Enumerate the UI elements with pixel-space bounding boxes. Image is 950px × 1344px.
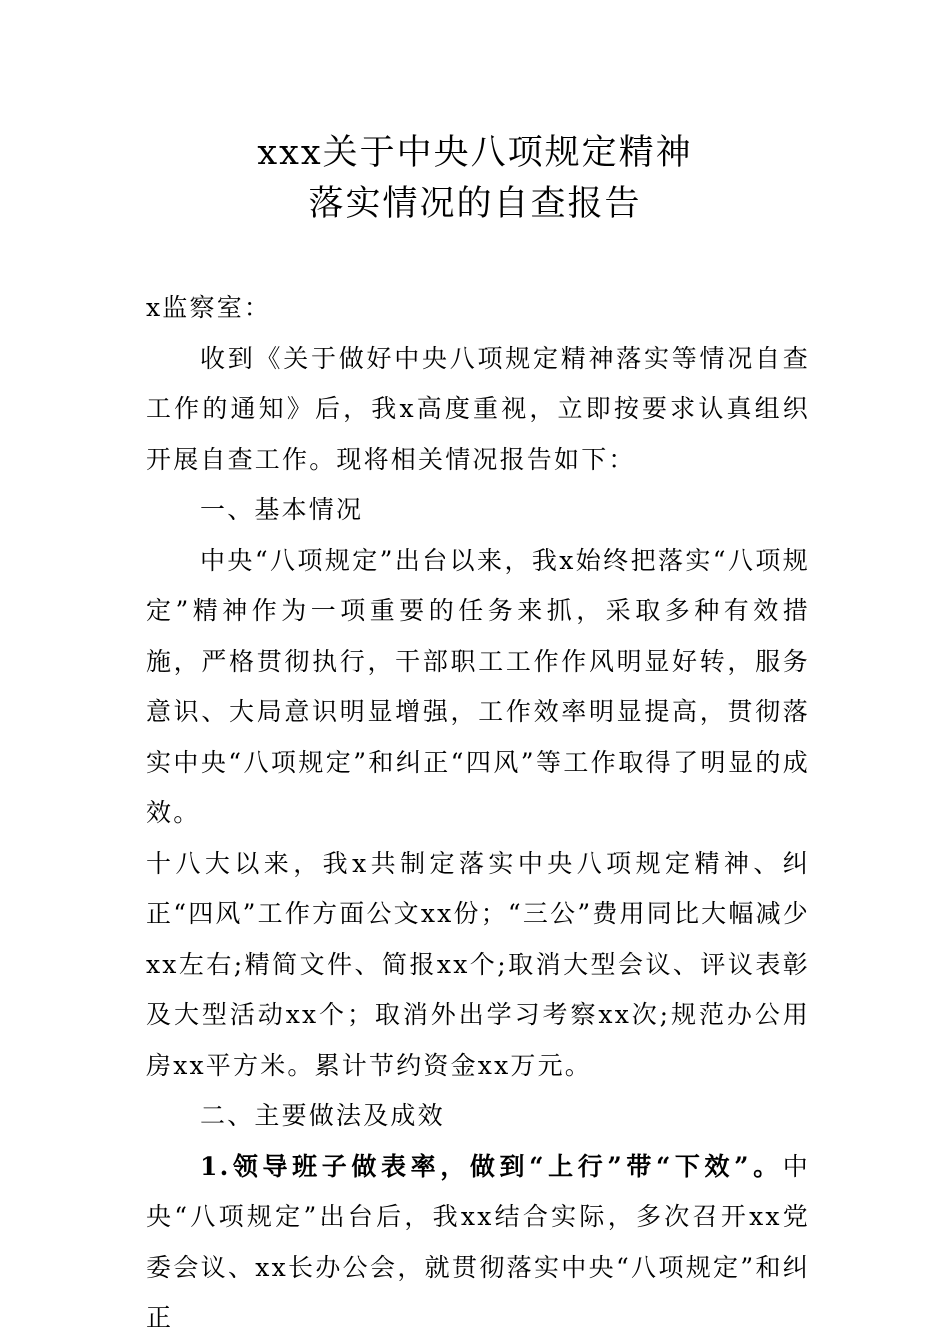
intro-paragraph: 收到《关于做好中央八项规定精神落实等情况自查工作的通知》后，我x高度重视，立即按要求认真组织开展自查工作。现将相关情况报告如下： xyxy=(146,343,810,474)
section-heading-practices: 二、主要做法及成效 xyxy=(200,1101,445,1130)
point-1-text: 中央“八项规定”出台后，我xx结合实际，多次召开xx党委会议、xx长办公会，就贯彻落实中央“八项规定”和纠正 xyxy=(146,1151,810,1332)
basic-paragraph-2: 十八大以来，我x共制定落实中央八项规定精神、纠正“四风”工作方面公文xx份；“三公”费用同比大幅减少xx左右;精简文件、简报xx个;取消大型会议、评议表彰及大型活动xx个；取消外出学习考察xx次;规范办公用房xx平方米。累计节约资金xx万元。 xyxy=(146,848,810,1080)
document-title-line2: 落实情况的自查报告 xyxy=(308,184,642,224)
salutation: x监察室： xyxy=(146,293,272,322)
basic-paragraph-1: 中央“八项规定”出台以来，我x始终把落实“八项规定”精神作为一项重要的任务来抓，采取多种有效措施，严格贯彻执行，干部职工工作作风明显好转，服务意识、大局意识明显增强，工作效率明显提高，贯彻落实中央“八项规定”和纠正“四风”等工作取得了明显的成效。 xyxy=(146,545,810,827)
point-paragraph-1 xyxy=(146,1142,810,1344)
document-body xyxy=(146,283,810,1344)
point-1-heading: 1.领导班子做表率，做到“上行”带“下效”。 xyxy=(200,1151,783,1181)
section-heading-basic: 一、基本情况 xyxy=(200,495,364,524)
document-title-line1: xxx关于中央八项规定精神 xyxy=(257,133,693,173)
